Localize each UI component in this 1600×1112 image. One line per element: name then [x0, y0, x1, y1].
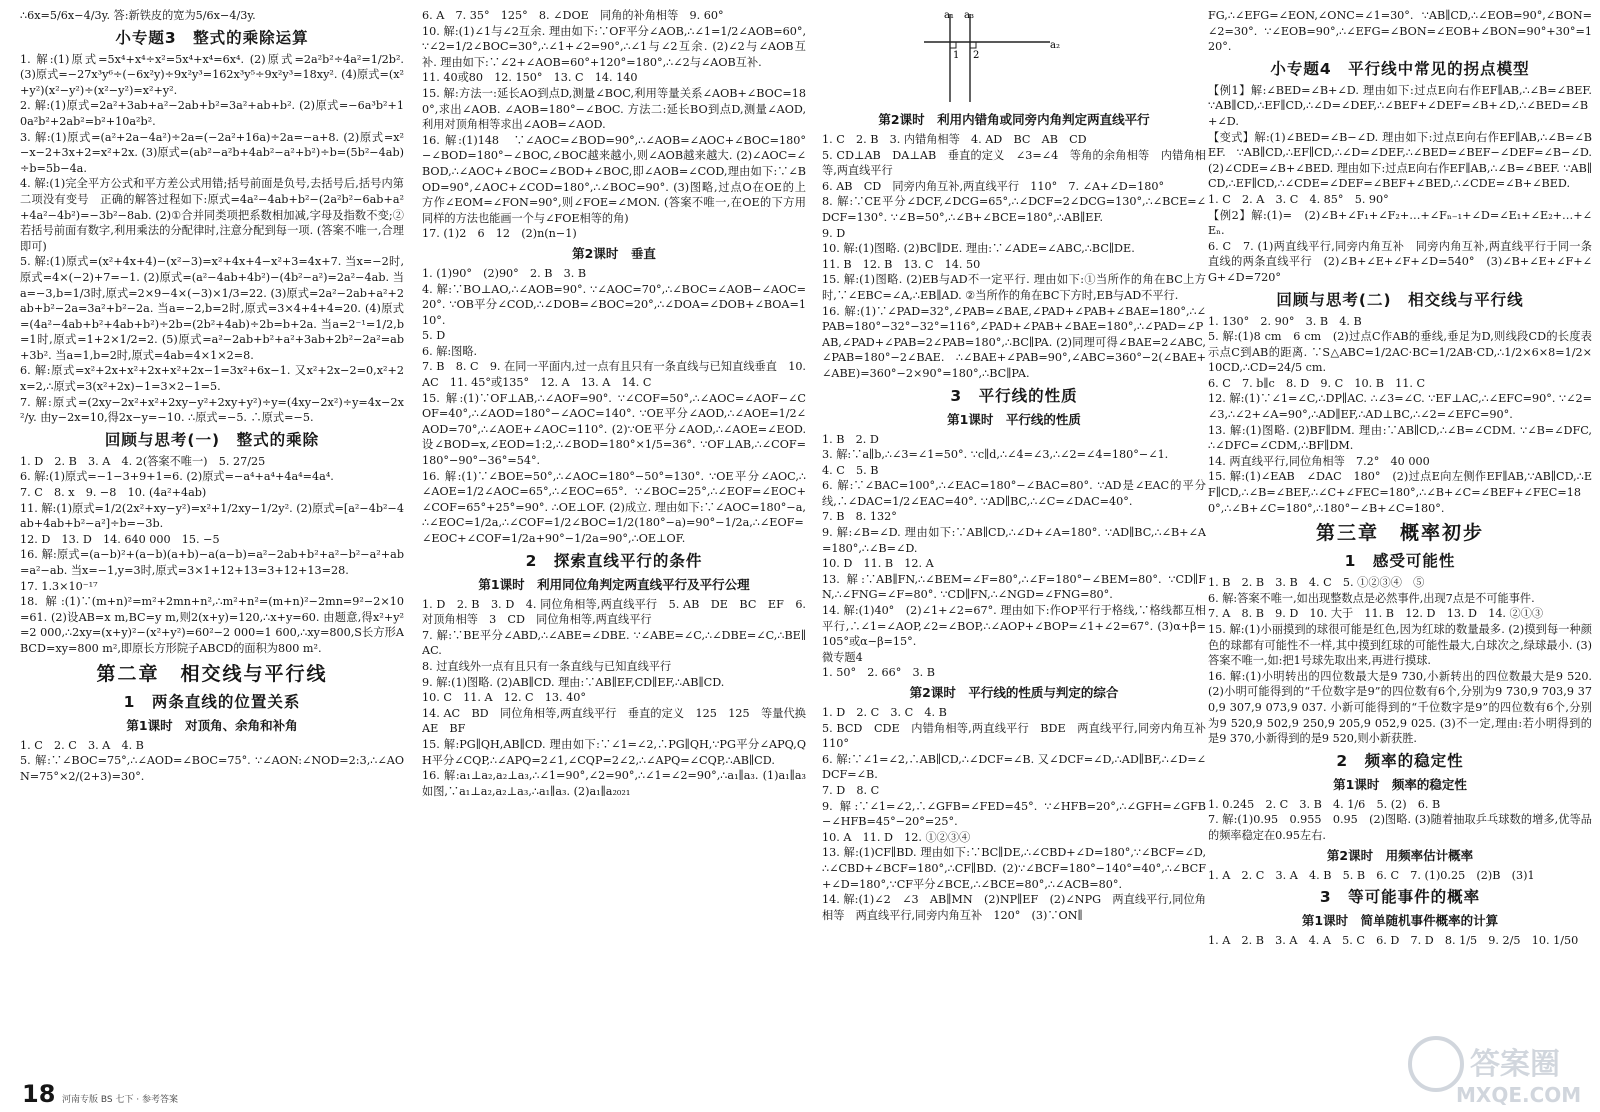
section-title: 第1课时 利用同位角判定两直线平行及平行公理 — [478, 576, 750, 592]
answer-text: 1. C 2. A 3. C 4. 85° 5. 90° — [1208, 192, 1389, 206]
section-title: 第1课时 对顶角、余角和补角 — [126, 717, 298, 733]
answer-text: 14. AC BD 同位角相等,两直线平行 垂直的定义 125 125 等量代换 AE BF — [422, 706, 806, 736]
answer-text: 6. 解:图略. — [422, 344, 478, 358]
answer-text: 10. 解:(1)∠1与∠2互余. 理由如下:∵OF平分∠AOB,∴∠1=1/2∠AOB=60°,∵∠2=1/2∠BOC=30°,∴∠1+∠2=90°,∴∠1与∠2互余. (2)∠2与∠AOB互补. 理由如下:∵∠2+∠AOB=60°+120°=180°,∴∠2与∠AOB互补. — [422, 24, 806, 69]
answer-text: 4. 解:∵BO⊥AO,∴∠AOB=90°. ∵∠AOC=70°,∴∠BOC=∠AOB−∠AOC=20°. ∵OB平分∠COD,∴∠DOB=∠BOC=20°,∴∠DOA=∠DOB+∠BOA=110°. — [422, 282, 806, 327]
section-title: 第2课时 利用内错角或同旁内角判定两直线平行 — [878, 112, 1150, 127]
section-title: 小专题4 平行线中常见的拐点模型 — [1270, 59, 1530, 78]
answer-text: 15. 解:方法一:延长AO到点D,测量∠BOC,利用等量关系∠AOB+∠BOC=180°,求出∠AOB. ∠AOB=180°−∠BOC. 方法二:延长BO到点D,测量∠AOD,利用对顶角相等求出∠AOB=∠AOD. — [422, 86, 806, 132]
answer-text: 微专题4 — [822, 650, 863, 664]
answer-text: 1. A 2. C 3. A 4. B 5. B 6. C 7. (1)0.25 (2)B (3)1 — [1208, 868, 1535, 882]
answer-text: 6. 解:∵∠1=∠2,∴AB∥CD,∴∠DCF=∠B. 又∠DCF=∠D,∴AD∥BF,∴∠D=∠DCF=∠B. — [822, 752, 1206, 782]
section-title: 回顾与思考(一) 整式的乘除 — [104, 430, 320, 449]
answer-text: 11. 40或80 12. 150° 13. C 14. 140 — [422, 71, 638, 85]
answer-text: 9. 解:(1)图略. (2)AB∥CD. 理由:∵AB∥EF,CD∥EF,∴AB∥CD. — [422, 675, 725, 689]
answer-text: 1. 50° 2. 66° 3. B — [822, 666, 935, 680]
section-title: 第1课时 频率的稳定性 — [1333, 776, 1467, 792]
answer-text: 12. D 13. D 14. 640 000 15. −5 — [20, 532, 220, 546]
section-title: 2 频率的稳定性 — [1336, 751, 1464, 770]
parallel-lines-figure — [822, 8, 1206, 106]
answer-text: 7. C 8. x 9. −8 10. (4a²+4ab) — [20, 486, 207, 500]
section-title: 第1课时 简单随机事件概率的计算 — [1301, 913, 1499, 929]
section-title: 3 平行线的性质 — [950, 386, 1078, 405]
answer-text: 6. A 7. 35° 125° 8. ∠DOE 同角的补角相等 9. 60° — [422, 9, 724, 22]
answer-text: 4. 解:(1)完全平方公式和平方差公式用错;括号前面是负号,去括号后,括号内第二项没有变号 正确的解答过程如下:原式=4a²−4ab+b²−(2a²b²−6ab+a²+4a²−4b²)=−3b²−8ab. (2)①合并同类项把系数相加减,字母及指数不变;②若括号前面有数字,利用乘法的分配律时,注意分配到每一项. (答案不唯一,合理即可) — [20, 177, 404, 253]
section-title: 第2课时 垂直 — [572, 245, 656, 261]
answer-text: 18. 解:(1)∵(m+n)²=m²+2mn+n²,∴m²+n²=(m+n)²−2mn=9²−2×10=61. (2)设AB=x m,BC=y m,则2(x+y)=120,∴x+y=60. 由题意,得x²+y²=2 000,∴2xy=(x+y)²−(x²+y²)=60²−2 000=1 600,∴xy=800,S长方形ABCD=xy=800 m²,即原长方形院子ABCD的面积为800 m². — [20, 595, 404, 655]
answer-text: 15. 解:(1)∠EAB ∠DAC 180° (2)过点E向左侧作EF∥AB,∵AB∥CD,∴EF∥CD,∴∠B=∠BEF,∴∠C+∠FEC=180°,∴∠B+∠C=∠BEF+∠FEC=180°,∴∠B+∠C=180°,∴180°−∠B+∠C=180°. — [1208, 470, 1592, 515]
answer-text: 【例1】解:∠BED=∠B+∠D. 理由如下:过点E向右作EF∥AB,∴∠B=∠BEF. ∵AB∥CD,∴EF∥CD,∴∠D=∠DEF,∴∠BEF+∠DEF=∠B+∠D,∴∠BED=∠B+∠D. — [1208, 83, 1592, 128]
answer-text: 5. 解:∵∠BOC=75°,∴∠AOD=∠BOC=75°. ∵∠AON:∠NOD=2:3,∴∠AON=75°×2/(2+3)=30°. — [20, 754, 404, 783]
answer-text: 15. 解:PG∥QH,AB∥CD. 理由如下:∵∠1=∠2,∴PG∥QH,∵PG平分∠APQ,QH平分∠CQP,∴∠APQ=2∠1,∠CQP=2∠2,∴∠APQ=∠CQP,∴AB∥CD. — [422, 737, 806, 767]
footer-label: 河南专版 BS 七下 · 参考答案 — [62, 1095, 179, 1105]
column-4 — [1208, 8, 1592, 1080]
answer-text: 13. 解:(1)图略. (2)BF∥DM. 理由:∵AB∥CD,∴∠B=∠CDM. ∵∠B=∠DFC,∴∠DFC=∠CDM,∴BF∥DM. — [1208, 423, 1592, 453]
section-title: 3 等可能事件的概率 — [1319, 888, 1481, 907]
answer-text: ∴6x=5/6x−4/3y. 答:新铁皮的宽为5/6x−4/3y. — [20, 9, 256, 22]
section-title: 回顾与思考(二) 相交线与平行线 — [1276, 290, 1524, 309]
answer-text: 6. 解:∵∠BAC=100°,∴∠EAC=180°−∠BAC=80°. ∵AD是∠EAC的平分线,∴∠DAC=1/2∠EAC=40°. ∵AD∥BC,∴∠C=∠DAC=40°. — [822, 479, 1206, 508]
answer-text: 1. B 2. D — [822, 432, 879, 446]
answer-text: 17. 1.3×10⁻¹⁷ — [20, 579, 98, 593]
answer-text: 16. 解:(1)148 ∵∠AOC=∠BOD=90°,∴∠AOB=∠AOC+∠BOC=180°−∠BOD=180°−∠BOC,∠BOC越来越小,则∠AOB越来越大. (2)∠AOC=∠BOD,∴∠AOC+∠BOC=∠BOD+∠BOC,即∠AOB=∠COD,理由如下:∵∠BOD=90°,∠AOC+∠COD=180°,∴∠BOC=90°. (3)图略,过点O在OE的上方作∠EOM=∠FON=90°,则∠FOE=∠MON. (答案不唯一,在OE的下方用同样的方法也能画一个与∠FOE相等的角) — [422, 133, 806, 225]
section-title: 第2课时 用频率估计概率 — [1326, 847, 1474, 863]
answer-text: 10. C 11. A 12. C 13. 40° — [422, 691, 586, 705]
column-1 — [20, 8, 404, 1080]
answer-text: 10. 解:(1)图略. (2)BC∥DE. 理由:∵∠ADE=∠ABC,∴BC∥DE. — [822, 242, 1135, 256]
answer-text: 9. D — [822, 226, 846, 240]
answer-text: 6. 解:答案不唯一,如出现整数点是必然事件,出现7点是不可能事件. — [1208, 591, 1535, 605]
lines-diagram — [922, 8, 1072, 104]
answer-text: 1. 0.245 2. C 3. B 4. 1/6 5. (2) 6. B — [1208, 797, 1441, 811]
section-title: 小专题3 整式的乘除运算 — [115, 28, 309, 47]
answer-text: 5. BCD CDE 内错角相等,两直线平行 BDE 两直线平行,同旁内角互补 110° — [822, 721, 1206, 751]
answer-text: 9. 解:∵∠1=∠2,∴∠GFB=∠FED=45°. ∵∠HFB=20°,∴∠GFH=∠GFB−∠HFB=45°−20°=25°. — [822, 799, 1206, 829]
answer-text: 6. 解:(1)原式=−1−3+9+1=6. (2)原式=−a⁴+a⁴+4a⁴=4a⁴. — [20, 470, 334, 484]
answer-text: 11. B 12. B 13. C 14. 50 — [822, 257, 981, 271]
watermark-url: MXQE.COM — [1456, 1083, 1582, 1107]
column-2 — [422, 8, 806, 1080]
answer-text: 【例2】解:(1)= (2)∠B+∠F₁+∠F₂+…+∠Fₙ₋₁+∠D=∠E₁+∠E₂+…+∠Eₙ. — [1208, 208, 1592, 238]
answer-text: 15. 解:(1)小丽摸到的球很可能是红色,因为红球的数量最多. (2)摸到每一种颜色的球都有可能性不一样,其中摸到红球的可能性最大,白球次之,绿球最小. (3)答案不唯一,如:把1号球先取出来,再进行摸球. — [1208, 623, 1592, 668]
answer-text: 7. 解:∵BE平分∠ABD,∴∠ABE=∠DBE. ∵∠ABE=∠C,∴∠DBE=∠C,∴BE∥AC. — [422, 628, 806, 658]
answer-text: 6. AB CD 同旁内角互补,两直线平行 110° 7. ∠A+∠D=180° — [822, 179, 1165, 193]
page-number: 18 — [22, 1080, 56, 1108]
answer-text: 6. C 7. b∥c 8. D 9. C 10. B 11. C — [1208, 376, 1426, 390]
answer-text: 1. C 2. B 3. 内错角相等 4. AD BC AB CD — [822, 133, 1087, 146]
answer-text: 16. 解:(1)小明转出的四位数最大是9 730,小新转出的四位数最大是9 520. (2)小明可能得到的“千位数字是9”的四位数有6个,分别为9 730,9 703,9 370,9 307,9 073,9 037. 小新可能得到的“千位数字是9”的四位数有6个,分别为9 520,9 502,9 250,9 205,9 052,9 025. (3)不一定,理由:若小明得到的是9 370,小新得到的是9 520,则小新获胜. — [1208, 669, 1592, 746]
answer-text: 2. 解:(1)原式=2a²+3ab+a²−2ab+b²=3a²+ab+b². (2)原式=−6a³b²+10a²b²+2ab²=b²+10a²b². — [20, 99, 404, 128]
column-3 — [822, 8, 1206, 1080]
answer-text: 15. 解:(1)∵OF⊥AB,∴∠AOF=90°. ∵∠COF=50°,∴∠AOC=∠AOF−∠COF=40°,∴∠AOD=180°−∠AOC=140°. ∵OE平分∠AOD,∴∠AOE=1/2∠AOD=70°,∴∠AOE+∠AOC=110°. (2)∵OE平分∠AOD,∴∠AOE=∠EOD. 设∠BOD=x,∠EOD=1:2,∴∠BOD=180°×1/5=36°. ∵OF⊥AB,∴∠COF=180°−90°−36°=54°. — [422, 391, 806, 468]
answer-text: 6. C 7. (1)两直线平行,同旁内角互补 同旁内角互补,两直线平行于同一条直线的两条直线平行 (2)∠B+∠E+∠F+∠D=540° (3)∠B+∠E+∠F+∠G+∠D=720° — [1208, 239, 1592, 284]
answer-text: 13. 解:∵AB∥FN,∴∠BEM=∠F=80°,∴∠F=180°−∠BEM=80°. ∵CD∥FN,∴∠FNG=∠F=80°. ∵CD∥FN,∴∠NGD=∠FNG=80°. — [822, 572, 1206, 602]
answer-text: 5. CD⊥AB DA⊥AB 垂直的定义 ∠3=∠4 等角的余角相等 内错角相等,两直线平行 — [822, 148, 1206, 178]
answer-text: 14. 解:(1)40° (2)∠1+∠2=67°. 理由如下:作OP平行于格线,∵格线都互相平行,∴∠1=∠AOP,∠2=∠BOP,∴∠AOP+∠BOP=∠1+∠2=67°. (3)α+β=105°或α−β=15°. — [822, 604, 1206, 649]
answer-text: 11. 解:(1)原式=1/2(2x²+xy−y²)=x²+1/2xy−1/2y². (2)原式=[a²−4b²−4ab+4ab+b²−a²]÷b=−3b. — [20, 501, 404, 531]
answer-text: 5. D — [422, 329, 446, 343]
answer-text: 1. D 2. B 3. D 4. 同位角相等,两直线平行 5. AB DE BC EF 6. 对顶角相等 3 CD 同位角相等,两直线平行 — [422, 597, 806, 627]
watermark-logo — [1398, 1030, 1594, 1108]
answer-text: 16. 解:a₁⊥a₂,a₂⊥a₃,∴∠1=90°,∠2=90°,∴∠1=∠2=90°,∴a₁∥a₃. (1)a₁∥a₃ 如图,∵a₁⊥a₂,a₂⊥a₃,∴a₁∥a₃. (2)a₁∥a₂₀₂₁ — [422, 769, 806, 798]
section-title: 2 探索直线平行的条件 — [525, 551, 703, 570]
watermark-text: 答案圈 — [1470, 1047, 1560, 1082]
section-title: 1 感受可能性 — [1344, 552, 1456, 571]
chapter-title: 第三章 概率初步 — [1315, 522, 1484, 545]
section-title: 第2课时 平行线的性质与判定的综合 — [909, 685, 1119, 700]
answer-text: 3. 解:(1)原式=(a²+2a−4a²)÷2a=(−2a²+16a)÷2a=−a+8. (2)原式=x²−x−2+3x+2=x²+2x. (3)原式=(ab²−a²b+4ab²−a²+b²)÷b=(5b²−4ab)÷b=5b−4a. — [20, 130, 404, 175]
answer-text: 17. (1)2 6 12 (2)n(n−1) — [422, 227, 577, 241]
answer-text: 7. 解:原式=(2xy−2x²+x²+2xy−y²+2xy+y²)÷y=(4xy−2x²)÷y=4x−2x²/y. 由y−2x=10,得2x−y=−10. ∴原式=−5. ∴原式=−5. — [20, 395, 404, 425]
answer-text: 1. C 2. C 3. A 4. B — [20, 738, 144, 752]
label-a3: a₃ — [964, 10, 974, 21]
answer-text: 【变式】解:(1)∠BED=∠B−∠D. 理由如下:过点E向右作EF∥AB,∴∠B=∠BEF. ∵AB∥CD,∴EF∥CD,∴∠D=∠DEF,∴∠BED=∠BEF−∠DEF=∠B−∠D. (2)∠CDE=∠B+∠BED. 理由如下:过点E向右作EF∥AB,∴∠B=∠BEF. ∵AB∥CD,∴EF∥CD,∴∠CDE=∠DEF=∠BEF+∠BED,∴∠CDE=∠B+∠BED. — [1208, 130, 1592, 191]
answer-text: 13. 解:(1)CF∥BD. 理由如下:∵BC∥DE,∴∠CBD+∠D=180°,∵∠BCF=∠D,∴∠CBD+∠BCF=180°,∴CF∥BD. (2)∵∠BCF=180°−140°=40°,∴∠BCF+∠D=180°,∵CF平分∠BCE,∴∠BCE=80°,∴∠ACB=80°. — [822, 846, 1206, 891]
answer-text: 10. D 11. B 12. A — [822, 557, 934, 571]
answer-text: FG,∴∠EFG=∠EON,∠ONC=∠1=30°. ∵AB∥CD,∴∠EOB=90°,∠BON=∠2=30°. ∵∠EOB=90°,∴∠EFG=∠BON=∠EOB+∠BON=90°+30°=120°. — [1208, 9, 1592, 54]
answer-text: 1. D 2. B 3. A 4. 2(答案不唯一) 5. 27/25 — [20, 454, 266, 468]
answer-text: 14. 解:(1)∠2 ∠3 AB∥MN (2)NP∥EF (2)∠NPG 两直线平行,同位角相等 两直线平行,同旁内角互补 120° (3)∵ON∥ — [822, 893, 1206, 922]
answer-text: 1. 130° 2. 90° 3. B 4. B — [1208, 314, 1362, 328]
answer-text: 15. 解:(1)图略. (2)EB与AD不一定平行. 理由如下:①当所作的角在BC上方时,∵∠EBC=∠A,∴EB∥AD. ②当所作的角在BC下方时,EB与AD不平行. — [822, 273, 1206, 302]
answer-text: 9. 解:∠B=∠D. 理由如下:∵AB∥CD,∴∠D+∠A=180°. ∵AD∥BC,∴∠B+∠A=180°,∴∠B=∠D. — [822, 526, 1206, 555]
label-angle-1: 1 — [953, 50, 960, 61]
label-angle-2: 2 — [973, 50, 980, 61]
answer-text: 14. 两直线平行,同位角相等 7.2° 40 000 — [1208, 454, 1430, 468]
answer-text: 6. 解:原式=x²+2x+x²+2x+x²+2x−1=3x²+6x−1. 又x²+2x−2=0,x²+2x=2,∴原式=3(x²+2x)−1=3×2−1=5. — [20, 364, 404, 394]
answer-text: 7. D 8. C — [822, 783, 880, 797]
label-a2: a₂ — [1050, 40, 1060, 51]
answer-text: 16. 解:(1)∵∠BOE=50°,∴∠AOC=180°−50°=130°. ∵OE平分∠AOC,∴∠AOE=1/2∠AOC=65°,∴∠EOC=65°. ∵∠BOC=25°,∴∠EOF=∠EOC+∠COF=65°+25°=90°. ∴OE⊥OF. (2)成立. 理由如下:∵∠AOC=180°−a,∴∠EOC=1/2a,∴∠COF=1/2∠BOC=1/2(180°−a)=90°−1/2a,∴∠EOF=∠EOC+∠COF=1/2a+90°−1/2a=90°,∴OE⊥OF. — [422, 469, 806, 545]
answer-text: 1. 解:(1)原式=5x⁴+x⁴÷x²=5x⁴+x⁴=6x⁴. (2)原式=2a²b²÷4a²=1/2b². (3)原式=−27x³y⁶÷(−6x²y)÷9x²y³=162x³y⁵÷9x²y³=18xy². (4)原式=(x²+y²)(x²−y²)÷(x²−y²)=x²+y². — [20, 52, 404, 97]
label-a1: a₁ — [944, 10, 954, 21]
answer-text: 16. 解:(1)∵∠PAD=32°,∠PAB=∠BAE,∠PAD+∠PAB+∠BAE=180°,∴∠PAB=180°−32°−32°=116°,∠PAD+∠PAB+∠BAE=180°,∴∠PAD=∠PAB,∠PAD+∠PAB=2∠PAB=180°,∴BC∥PA. (2)同理可得∠BAE=2∠ABC,∠PAB=180°−2∠BAE. ∴∠BAE+∠PAB=90°,∠ABC=360°−2(∠BAE+∠ABE)=360°−2×90°=180°,∴BC∥PA. — [822, 304, 1206, 380]
answer-text: 1. D 2. C 3. C 4. B — [822, 706, 947, 719]
answer-text: 5. 解:(1)原式=(x²+4x+4)−(x²−3)=x²+4x+4−x²+3=4x+7. 当x=−2时,原式=4×(−2)+7=−1. (2)原式=(a²−4ab+4b²)−(4b²−a²)=2a²−4ab. 当a=−3,b=1/3时,原式=2×9−4×(−3)×1/3=22. (3)原式=2a²−2ab+a²+2ab+b²−2a=3a²+b²−2a. 当a=−2,b=2时,原式=3×4+4+4=20. (4)原式=(4a²−4ab+b²+4ab+b²)÷2b=(2b²+4ab)÷2b=b+2a. 当a=2⁻¹=1/2,b=1时,原式=1+2×1/2=2. (5)原式=a²−2ab+b²+a²+3ab+2b²−2a²=ab+3b². 当a=1,b=2时,原式=4ab=4×1×2=8. — [20, 255, 404, 362]
answer-text: 4. C 5. B — [822, 463, 879, 477]
answer-text: 1. A 2. B 3. A 4. A 5. C 6. D 7. D 8. 1/5 9. 2/5 10. 1/50 — [1208, 934, 1579, 948]
answer-text: 7. 解:(1)0.95 0.955 0.95 (2)图略. (3)随着抽取乒乓球数的增多,优等品的频率稳定在0.95左右. — [1208, 813, 1592, 842]
answer-text: 7. B 8. 132° — [822, 510, 897, 524]
answer-text: 8. 解:∵CE平分∠DCF,∠DCG=65°,∴∠DCF=2∠DCG=130°,∴∠BCE=∠DCF=130°. ∵∠B=50°,∴∠B+∠BCE=180°,∴AB∥EF. — [822, 195, 1206, 224]
answer-text: 12. 解:(1)∵∠1=∠C,∴DP∥AC. ∴∠3=∠C. ∵EF⊥AC,∴∠EFC=90°. ∵∠2=∠3,∴∠2+∠A=90°,∴AD∥EF,∴AD⊥BC,∴∠2=∠EFC=90°. — [1208, 392, 1592, 422]
answer-text: 1. B 2. B 3. B 4. C 5. ①②③④ ⑤ — [1208, 576, 1425, 590]
answer-text: 7. B 8. C 9. 在同一平面内,过一点有且只有一条直线与已知直线垂直 10. AC 11. 45°或135° 12. A 13. A 14. C — [422, 360, 806, 390]
answer-text: 8. 过直线外一点有且只有一条直线与已知直线平行 — [422, 659, 672, 673]
section-title: 第1课时 平行线的性质 — [947, 411, 1081, 427]
answer-text: 5. 解:(1)8 cm 6 cm (2)过点C作AB的垂线,垂足为D,则线段CD的长度表示点C到AB的距离. ∵S△ABC=1/2AC·BC=1/2AB·CD,∴1/2×6×8=1/2×10CD,∴CD=24/5 cm. — [1208, 330, 1592, 375]
chapter-title: 第二章 相交线与平行线 — [96, 662, 328, 685]
answer-text: 1. (1)90° (2)90° 2. B 3. B — [422, 266, 587, 280]
answer-text: 3. 解:∵a∥b,∴∠3=∠1=50°. ∵c∥d,∴∠4=∠3,∴∠2=∠4=180°−∠1. — [822, 448, 1169, 462]
answer-text: 10. A 11. D 12. ①②③④ — [822, 830, 971, 844]
answer-text: 7. A 8. B 9. D 10. 大于 11. B 12. D 13. D 14. ②①③ — [1208, 607, 1544, 621]
answer-text: 16. 解:原式=(a−b)²+(a−b)(a+b)−a(a−b)=a²−2ab+b²+a²−b²−a²+ab=a²−ab. 当x=−1,y=3时,原式=3×1+12+13=3+12+13=28. — [20, 548, 404, 577]
section-title: 1 两条直线的位置关系 — [123, 692, 301, 711]
